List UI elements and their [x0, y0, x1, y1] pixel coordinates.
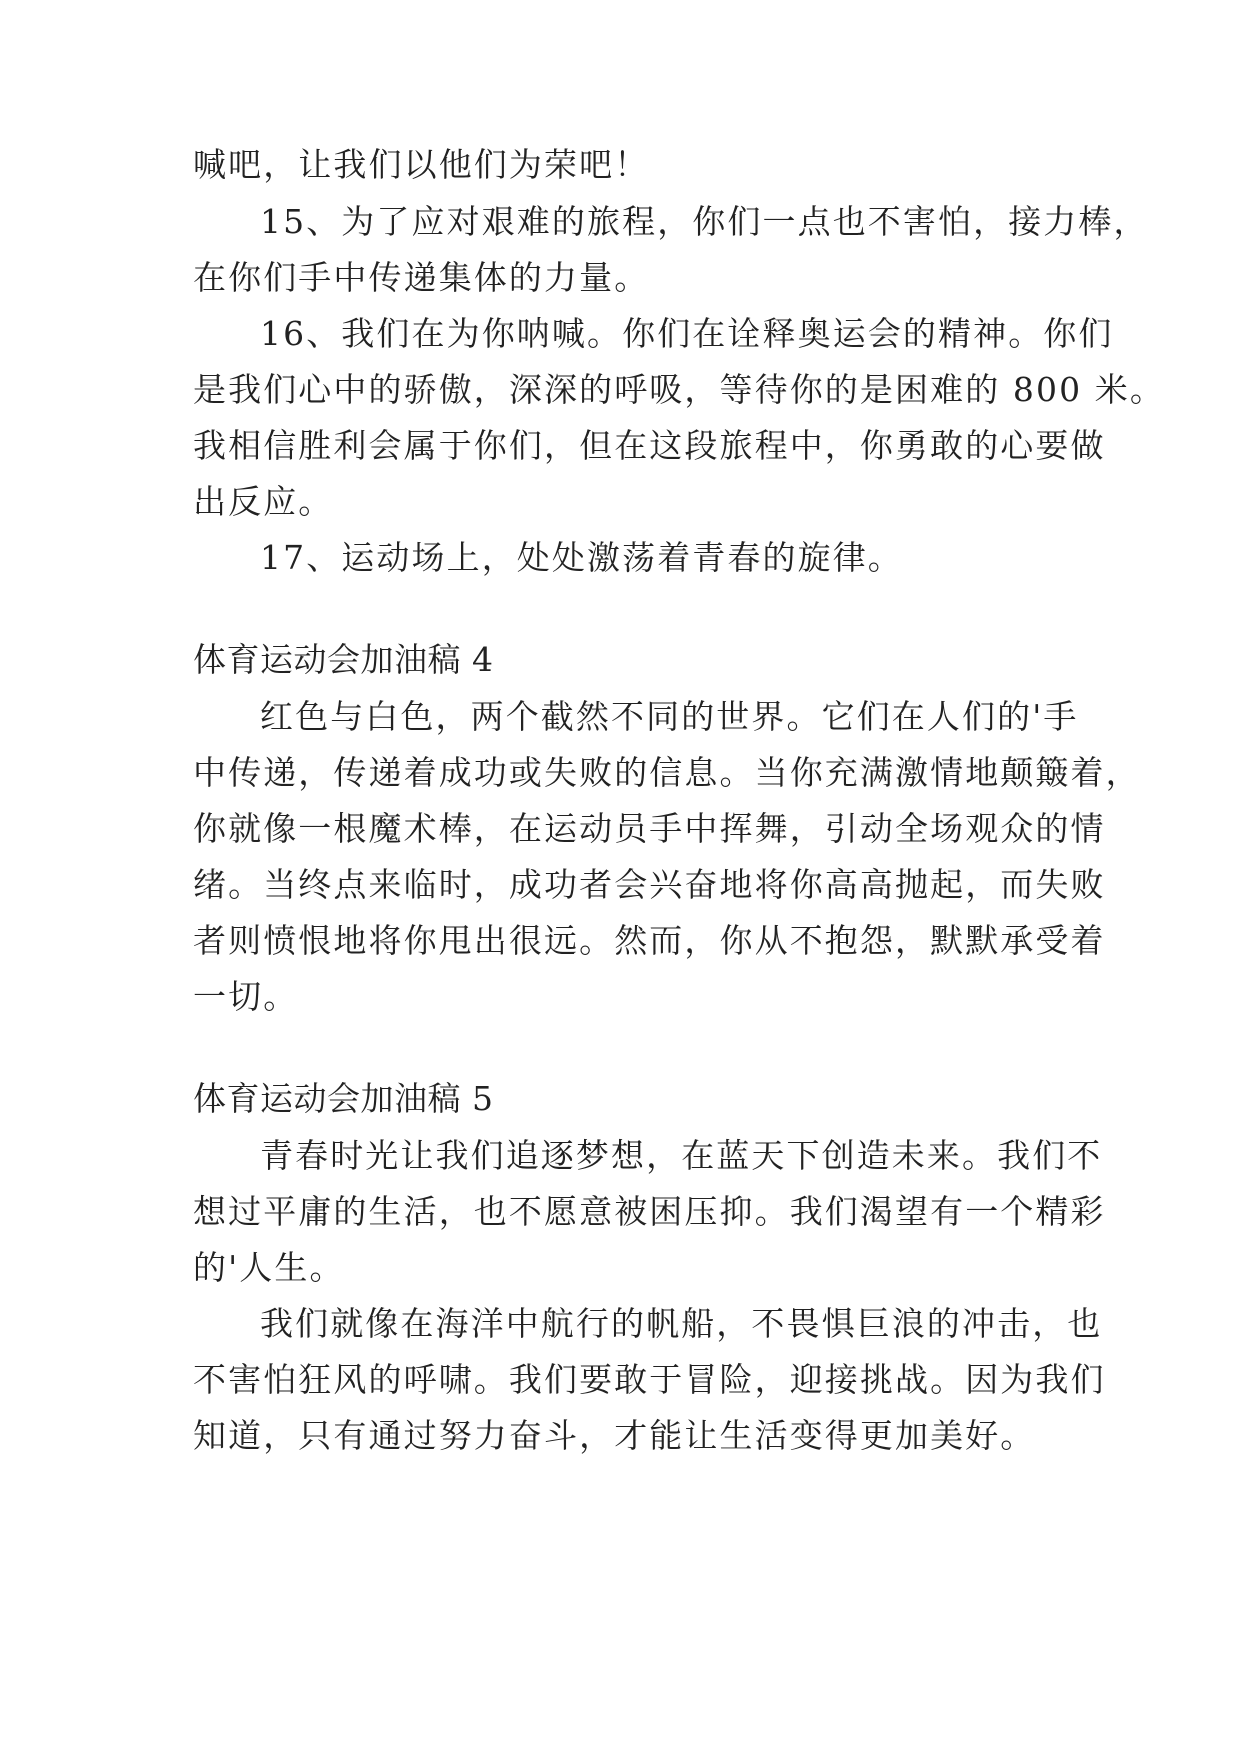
- paragraph-line: 你就像一根魔术棒，在运动员手中挥舞，引动全场观众的情: [193, 809, 1106, 848]
- paragraph-line: 我们就像在海洋中航行的帆船，不畏惧巨浪的冲击，也: [260, 1304, 1103, 1343]
- paragraph-line: 想过平庸的生活，也不愿意被困压抑。我们渴望有一个精彩: [193, 1192, 1106, 1231]
- paragraph-line: 不害怕狂风的呼啸。我们要敢于冒险，迎接挑战。因为我们: [193, 1360, 1106, 1399]
- paragraph-line: 15、为了应对艰难的旅程，你们一点也不害怕，接力棒，: [260, 202, 1149, 241]
- paragraph-line: 我相信胜利会属于你们，但在这段旅程中，你勇敢的心要做: [193, 426, 1106, 465]
- paragraph-line: 红色与白色，两个截然不同的世界。它们在人们的'手: [260, 697, 1079, 736]
- paragraph-line: 出反应。: [193, 482, 334, 521]
- section-heading: 体育运动会加油稿 5: [193, 1079, 494, 1118]
- paragraph-line: 青春时光让我们追逐梦想，在蓝天下创造未来。我们不: [260, 1136, 1103, 1175]
- section-heading: 体育运动会加油稿 4: [193, 640, 494, 679]
- paragraph-line: 绪。当终点来临时，成功者会兴奋地将你高高抛起，而失败: [193, 865, 1106, 904]
- paragraph-line: 17、运动场上，处处激荡着青春的旋律。: [260, 538, 903, 577]
- paragraph-line: 知道，只有通过努力奋斗，才能让生活变得更加美好。: [193, 1416, 1036, 1455]
- paragraph-line: 者则愤恨地将你甩出很远。然而，你从不抱怨，默默承受着: [193, 921, 1106, 960]
- paragraph-line: 16、我们在为你呐喊。你们在诠释奥运会的精神。你们: [260, 314, 1114, 353]
- paragraph-line: 在你们手中传递集体的力量。: [193, 258, 650, 297]
- paragraph-line: 的'人生。: [193, 1248, 345, 1287]
- paragraph-line: 喊吧，让我们以他们为荣吧！: [193, 145, 650, 184]
- paragraph-line: 一切。: [193, 977, 299, 1016]
- paragraph-line: 中传递，传递着成功或失败的信息。当你充满激情地颠簸着，: [193, 753, 1141, 792]
- paragraph-line: 是我们心中的骄傲，深深的呼吸，等待你的是困难的 800 米。: [193, 370, 1165, 409]
